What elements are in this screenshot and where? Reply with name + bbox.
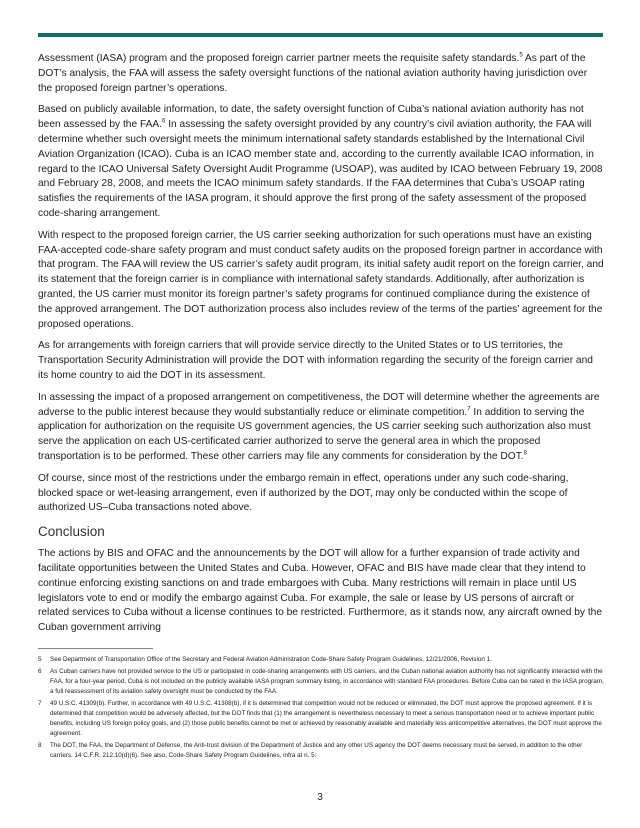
header-rule [38,33,603,37]
footnote-rule [38,648,153,649]
paragraph-text: In assessing the impact of a proposed arrangement on competitiveness, the DOT will determine whether the agreements are adverse to the public interest because they would substantially reduce or eliminate competition. [38,391,600,418]
paragraph [38,472,604,516]
footnote-ref[interactable]: 8 [523,450,527,457]
footnote-ref[interactable]: 6 [162,118,166,125]
footnote [38,655,604,665]
paragraph [38,229,604,333]
footnote-number: 7 [38,700,42,707]
footnote-text: The DOT, the FAA, the Department of Defense, the Anti-trust division of the Department of Justice and any other US agency the DOT deems necessary must be served, in addition to the other carriers. 14 C.F.R. 212.10(d)(6). See also, Code-Share Safety Program Guidelines, infra at n. 5. [50,742,583,759]
footnote-number: 6 [38,668,42,675]
body-text [38,52,604,643]
paragraph [38,339,604,383]
footnotes [38,655,604,763]
footnote [38,667,604,697]
footnote-ref[interactable]: 7 [467,406,471,413]
paragraph-text: As part of the DOT’s analysis, the FAA will assess the safety oversight functions of the national aviation authority having jurisdiction over the proposed foreign partner’s operations. [38,53,588,94]
section-heading: Conclusion [38,524,105,540]
paragraph-text: Based on publicly available information, to date, the safety oversight function of Cuba’s national aviation authority has not been assessed by the FAA. [38,104,584,131]
footnote-ref[interactable]: 5 [519,52,523,59]
paragraph-text: Of course, since most of the restrictions under the embargo remain in effect, operations under any such code-sharing, blocked space or wet-leasing arrangement, even if authorized by the DOT, may only be conducted within the scope of authorized US–Cuba transactions noted above. [38,472,569,514]
footnote-text: As Cuban carriers have not provided service to the US or participated in code-sharing arrangements with US carriers, and the Cuban national aviation authority has not significantly interacted with the FAA, for a four-year period, Cuba is not included on the publicly available IASA program summary listing, in accordance with standard FAA procedures. Before Cuba can be rated in the IASA program, a full reassessment of its aviation safety oversight must be conducted by the FAA. [50,668,604,695]
footnote-number: 5 [38,656,42,663]
footnote [38,741,604,761]
footnote [38,699,604,739]
paragraph [38,103,604,221]
footnote-number: 8 [38,742,42,749]
paragraph-text: In addition to serving the application for authorization on the requisite US government agencies, the US carrier seeking such authorization also must serve the application on each US-certificated carrier authorized to serve the general area in which the proposed transportation is to be performed. These other carriers may file any comments for consideration by the DOT. [38,406,591,462]
paragraph [38,52,604,96]
paragraph-text: With respect to the proposed foreign carrier, the US carrier seeking authorization for such operations must have an existing FAA-accepted code-share safety program and must conduct safety audits on the proposed foreign partner in accordance with that program. The FAA will review the US carrier’s safety audit program, its initial safety audit report on the foreign carrier, and its statement that the foreign carrier is in compliance with international safety standards. Additionally, after authorization is granted, the US carrier must monitor its foreign partner’s safety programs for continued compliance during the existence of the approved arrangement. The DOT authorization process also includes review of the terms of the parties’ agreement for the proposed operations. [38,229,604,330]
footnote-text: 49 U.S.C. 41309(b). Further, in accordance with 49 U.S.C. 41308(b), if it is determined that competition would not be reduced or eliminated, the DOT must approve the proposed agreement. If it is determined that competition would be adversely affected, but the DOT finds that (1) the arrangement is nevertheless necessary to meet a serious transportation need or to achieve important public benefits, including US foreign policy goals, and (2) those public benefits cannot be met or achieved by reasonably available and materially less anticompetitive alternatives, the DOT must approve the agreement. [50,700,602,737]
paragraph-text: In assessing the safety oversight provided by any country’s civil aviation authority, the FAA will determine whether such oversight meets the minimum international safety standards established by the International Civil Aviation Organization (ICAO). Cuba is an ICAO member state and, according to the currently available ICAO information, in regard to the ICAO Universal Safety Oversight Audit Programme (USOAP), was audited by ICAO between February 19, 2008 and February 28, 2008, and meets the ICAO minimum safety standards. If the FAA determines that Cuba’s USOAP rating satisfies the requirements of the IASA program, it should approve the first prong of the safety assessment of the proposed code-sharing arrangement. [38,119,603,219]
footnote-text: See Department of Transportation Office of the Secretary and Federal Aviation Administration Code-Share Safety Program Guidelines, 12/21/2006, Revision 1. [50,656,492,663]
paragraph: The actions by BIS and OFAC and the announcements by the DOT will allow for a further expansion of trade activity and facilitate opportunities between the United States and Cuba. However, OFAC and BIS have made clear that they intend to continue enforcing existing sanctions on and trade embargoes with Cuba. Many restrictions will remain in place until US legislators vote to end or modify the embargo against Cuba. For example, the sale or lease by US persons of aircraft or related services to Cuba without a license continues to be restricted. Furthermore, as it stands now, any aircraft owned by the Cuban government arriving [38,548,602,634]
page-number: 3 [317,792,323,803]
paragraph-text: Assessment (IASA) program and the proposed foreign carrier partner meets the requisite safety standards. [38,53,520,64]
paragraph-text: As for arrangements with foreign carriers that will provide service directly to the United States or to US territories, the Transportation Security Administration will provide the DOT with information regarding the security of the foreign carrier and its home country to aid the DOT in its assessment. [38,340,593,381]
paragraph [38,391,604,465]
